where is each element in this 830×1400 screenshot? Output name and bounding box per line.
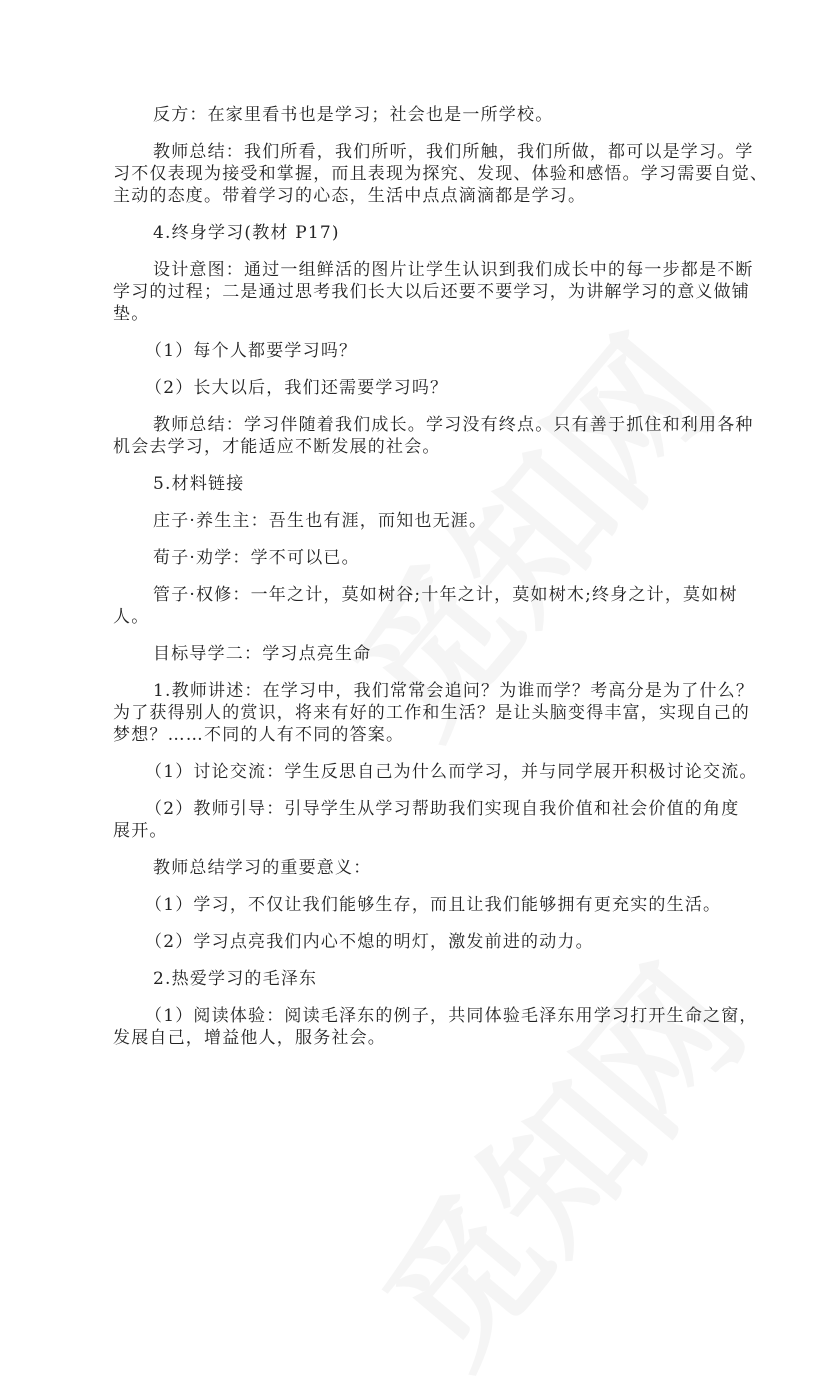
paragraph	[113, 798, 803, 842]
text-line: 教师总结学习的重要意义：	[153, 858, 372, 878]
paragraph	[113, 222, 803, 244]
text-line: 管子·权修：一年之计，莫如树谷;十年之计，莫如树木;终身之计，莫如树	[153, 585, 738, 605]
text-line: 梦想？……不同的人有不同的答案。	[113, 725, 405, 745]
text-line: 发展自己，增益他人，服务社会。	[113, 1028, 386, 1048]
text-line: 4.终身学习(教材 P17)	[153, 223, 340, 243]
paragraph	[113, 761, 803, 783]
text-line: 目标导学二：学习点亮生命	[153, 644, 372, 664]
paragraph	[113, 931, 803, 953]
paragraph	[113, 259, 803, 325]
text-line: 机会去学习，才能适应不断发展的社会。	[113, 437, 441, 457]
text-line: 荀子·劝学：学不可以已。	[153, 548, 360, 568]
text-line: 习不仅表现为接受和掌握，而且表现为探究、发现、体验和感悟。学习需要自觉、	[113, 164, 769, 184]
text-line: 展开。	[113, 821, 168, 841]
paragraph	[113, 968, 803, 990]
paragraph	[113, 643, 803, 665]
text-line: 教师总结：我们所看，我们所听，我们所触，我们所做，都可以是学习。学	[153, 142, 754, 162]
paragraph	[113, 1005, 803, 1049]
text-line: （1）阅读体验：阅读毛泽东的例子，共同体验毛泽东用学习打开生命之窗，	[145, 1006, 758, 1026]
text-line: 2.热爱学习的毛泽东	[153, 969, 318, 989]
paragraph	[113, 510, 803, 532]
paragraph	[113, 104, 803, 126]
text-line: 人。	[113, 607, 150, 627]
text-line: （1）讨论交流：学生反思自己为什么而学习，并与同学展开积极讨论交流。	[145, 762, 758, 782]
paragraph	[113, 377, 803, 399]
text-line: 学习的过程；二是通过思考我们长大以后还要不要学习，为讲解学习的意义做铺	[113, 282, 750, 302]
text-line: （2）长大以后，我们还需要学习吗？	[145, 378, 449, 398]
paragraph	[113, 547, 803, 569]
text-line: 主动的态度。带着学习的心态，生活中点点滴滴都是学习。	[113, 186, 587, 206]
text-line: 1.教师讲述：在学习中，我们常常会追问？为谁而学？考高分是为了什么？	[153, 681, 755, 701]
text-line: 5.材料链接	[153, 474, 245, 494]
text-line: 反方：在家里看书也是学习；社会也是一所学校。	[153, 105, 554, 125]
text-line: （1）每个人都要学习吗？	[145, 341, 358, 361]
text-line: 垫。	[113, 304, 150, 324]
paragraph	[113, 584, 803, 628]
text-line: （2）学习点亮我们内心不熄的明灯，激发前进的动力。	[145, 932, 594, 952]
text-line: （1）学习，不仅让我们能够生存，而且让我们能够拥有更充实的生活。	[145, 895, 722, 915]
paragraph	[113, 340, 803, 362]
paragraph	[113, 473, 803, 495]
text-line: 为了获得别人的赏识，将来有好的工作和生活？是让头脑变得丰富，实现自己的	[113, 703, 750, 723]
document-page	[113, 104, 803, 1064]
text-line: 教师总结：学习伴随着我们成长。学习没有终点。只有善于抓住和利用各种	[153, 415, 754, 435]
text-line: 庄子·养生主：吾生也有涯，而知也无涯。	[153, 511, 488, 531]
text-line: （2）教师引导：引导学生从学习帮助我们实现自我价值和社会价值的角度	[145, 799, 740, 819]
paragraph	[113, 894, 803, 916]
paragraph	[113, 414, 803, 458]
paragraph	[113, 141, 803, 207]
paragraph	[113, 680, 803, 746]
paragraph	[113, 857, 803, 879]
text-line: 设计意图：通过一组鲜活的图片让学生认识到我们成长中的每一步都是不断	[153, 260, 754, 280]
